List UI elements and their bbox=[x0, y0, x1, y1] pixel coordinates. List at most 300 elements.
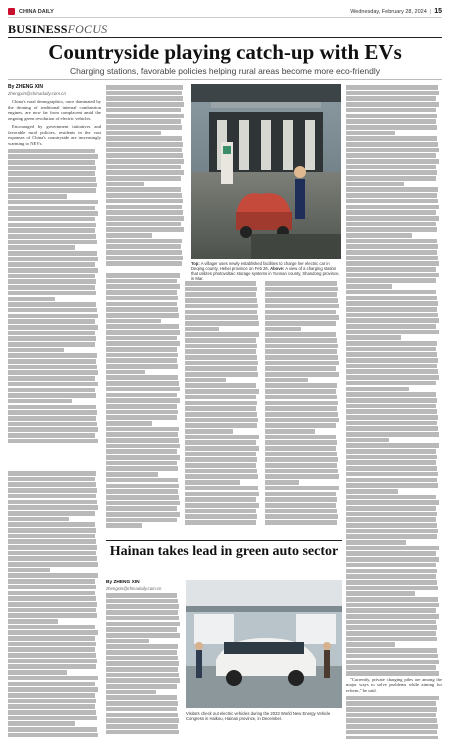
text-line bbox=[106, 182, 144, 187]
auto-show-photo bbox=[186, 580, 342, 708]
text-line bbox=[265, 418, 339, 423]
text-line bbox=[185, 378, 226, 383]
text-line bbox=[265, 321, 336, 326]
text-line bbox=[8, 625, 95, 630]
text-block bbox=[106, 273, 182, 528]
article-headline: Countryside playing catch-up with EVs bbox=[48, 40, 402, 64]
text-line bbox=[346, 534, 437, 539]
text-line bbox=[185, 429, 233, 434]
text-line bbox=[346, 432, 439, 437]
text-line bbox=[346, 159, 439, 164]
paragraph: Encouraged by government initiatives and favorable rural policies, residents in the vast expanses of China's countryside are increasingly warming to NEVs. bbox=[8, 123, 101, 146]
text-line bbox=[8, 534, 95, 539]
text-line bbox=[185, 344, 257, 349]
section-title bbox=[8, 22, 107, 37]
text-line bbox=[106, 489, 178, 494]
text-line bbox=[185, 412, 257, 417]
text-line bbox=[8, 659, 97, 664]
text-line bbox=[106, 159, 184, 164]
text-line bbox=[265, 457, 338, 462]
text-line bbox=[106, 114, 184, 119]
page-number: 15 bbox=[434, 8, 442, 15]
text-line bbox=[185, 452, 256, 457]
text-block bbox=[346, 85, 442, 675]
text-line bbox=[346, 620, 436, 625]
text-line bbox=[265, 327, 301, 332]
text-line bbox=[346, 96, 436, 101]
text-line bbox=[8, 710, 96, 715]
page-meta bbox=[350, 8, 442, 15]
auto-show-image bbox=[186, 580, 342, 708]
text-line bbox=[185, 492, 259, 497]
text-line bbox=[8, 188, 96, 193]
text-line bbox=[106, 427, 179, 432]
text-line bbox=[8, 693, 95, 698]
text-line bbox=[8, 642, 96, 647]
text-line bbox=[8, 251, 97, 256]
section-name: BUSINESS bbox=[8, 22, 68, 36]
text-line bbox=[346, 608, 436, 613]
text-line bbox=[185, 401, 257, 406]
text-line bbox=[185, 469, 257, 474]
text-line bbox=[106, 153, 183, 158]
text-line bbox=[346, 540, 406, 545]
text-line bbox=[346, 517, 436, 522]
text-line bbox=[346, 142, 438, 147]
text-line bbox=[346, 398, 437, 403]
text-line bbox=[8, 500, 97, 505]
text-line bbox=[185, 435, 259, 440]
text-line bbox=[8, 268, 98, 273]
text-line bbox=[265, 292, 337, 297]
text-line bbox=[346, 713, 436, 718]
text-line bbox=[8, 177, 96, 182]
text-line bbox=[8, 613, 97, 618]
paragraph: China's rural demographics, once dominated by the droning of traditional internal combustion engines, are now far from complacent amid the ongoing green revolution of electric vehicles. bbox=[8, 99, 101, 122]
text-line bbox=[346, 347, 436, 352]
text-line bbox=[265, 406, 337, 411]
text-line bbox=[346, 153, 436, 158]
text-line bbox=[106, 347, 177, 352]
text-line bbox=[8, 670, 67, 675]
text-line bbox=[265, 287, 338, 292]
text-line bbox=[265, 435, 336, 440]
text-line bbox=[106, 244, 181, 249]
text-line bbox=[106, 256, 183, 261]
text-line bbox=[265, 315, 339, 320]
text-line bbox=[8, 427, 98, 432]
text-line bbox=[8, 488, 97, 493]
text-line bbox=[8, 279, 96, 284]
text-line bbox=[346, 176, 436, 181]
text-line bbox=[8, 619, 58, 624]
text-line bbox=[185, 520, 256, 525]
text-line bbox=[106, 455, 180, 460]
text-line bbox=[185, 372, 258, 377]
china-daily-logo-icon bbox=[8, 8, 15, 15]
text-line bbox=[106, 478, 178, 483]
text-line bbox=[8, 539, 96, 544]
text-line bbox=[346, 227, 437, 232]
text-line bbox=[185, 395, 256, 400]
text-line bbox=[106, 296, 178, 301]
text-line bbox=[346, 707, 437, 712]
text-line bbox=[8, 183, 97, 188]
text-line bbox=[106, 667, 178, 672]
text-line bbox=[185, 327, 219, 332]
text-line bbox=[8, 522, 95, 527]
text-line bbox=[346, 205, 439, 210]
text-line bbox=[106, 239, 182, 244]
text-line bbox=[265, 492, 336, 497]
text-line bbox=[106, 622, 180, 627]
text-line bbox=[185, 315, 258, 320]
text-line bbox=[106, 484, 179, 489]
text-line bbox=[346, 443, 439, 448]
text-line bbox=[185, 366, 257, 371]
text-line bbox=[8, 608, 96, 613]
text-line bbox=[106, 415, 177, 420]
text-line bbox=[185, 503, 259, 508]
text-line bbox=[106, 170, 184, 175]
publication-date: Wednesday, February 28, 2024 bbox=[350, 8, 427, 15]
text-line bbox=[106, 233, 152, 238]
text-line bbox=[346, 472, 438, 477]
text-line bbox=[346, 392, 436, 397]
text-line bbox=[106, 506, 177, 511]
text-block bbox=[185, 281, 261, 524]
text-line bbox=[106, 330, 180, 335]
text-line bbox=[346, 426, 438, 431]
caption-text: A villager uses newly established facilities to charge her electric car in Deqing county, Hebei province on Feb 26. bbox=[191, 261, 330, 271]
text-line bbox=[346, 239, 437, 244]
section-rule bbox=[8, 37, 442, 38]
text-line bbox=[185, 497, 256, 502]
text-line bbox=[346, 523, 437, 528]
text-line bbox=[265, 378, 308, 383]
text-line bbox=[8, 336, 96, 341]
text-line bbox=[106, 644, 178, 649]
text-line bbox=[265, 349, 337, 354]
masthead bbox=[8, 8, 54, 15]
text-line bbox=[265, 463, 337, 468]
text-line bbox=[106, 205, 182, 210]
text-line bbox=[8, 727, 97, 732]
text-line bbox=[346, 381, 436, 386]
text-line bbox=[346, 267, 436, 272]
text-line bbox=[106, 313, 179, 318]
text-line bbox=[346, 131, 395, 136]
text-line bbox=[185, 304, 258, 309]
text-line bbox=[346, 409, 437, 414]
text-line bbox=[185, 423, 257, 428]
text-line bbox=[106, 461, 177, 466]
text-line bbox=[346, 603, 439, 608]
text-line bbox=[106, 673, 179, 678]
text-line bbox=[265, 401, 338, 406]
headline-rule bbox=[8, 79, 442, 80]
text-line bbox=[265, 514, 338, 519]
text-line bbox=[106, 599, 178, 604]
text-line bbox=[8, 348, 64, 353]
text-line bbox=[265, 344, 338, 349]
text-line bbox=[8, 568, 50, 573]
text-line bbox=[346, 489, 398, 494]
text-line bbox=[346, 284, 392, 289]
text-line bbox=[265, 338, 337, 343]
text-line bbox=[106, 523, 142, 528]
text-line bbox=[106, 724, 178, 729]
text-line bbox=[8, 433, 95, 438]
text-line bbox=[106, 432, 178, 437]
text-line bbox=[346, 648, 437, 653]
text-line bbox=[106, 216, 184, 221]
text-line bbox=[106, 701, 178, 706]
text-line bbox=[185, 321, 259, 326]
text-line bbox=[106, 176, 181, 181]
text-line bbox=[265, 310, 336, 315]
article-column-3 bbox=[106, 272, 182, 532]
text-line bbox=[265, 486, 339, 491]
text-line bbox=[346, 187, 438, 192]
text-line bbox=[346, 478, 437, 483]
text-line bbox=[346, 244, 438, 249]
text-line bbox=[106, 353, 178, 358]
text-line bbox=[265, 372, 339, 377]
text-line bbox=[346, 654, 438, 659]
text-block bbox=[265, 281, 341, 524]
text-line bbox=[346, 625, 437, 630]
text-line bbox=[106, 690, 156, 695]
text-line bbox=[346, 736, 438, 739]
article-column-4 bbox=[185, 280, 261, 530]
text-line bbox=[346, 551, 436, 556]
text-line bbox=[265, 361, 339, 366]
text-line bbox=[265, 395, 337, 400]
photo-caption bbox=[191, 261, 341, 281]
text-line bbox=[346, 222, 436, 227]
text-line bbox=[8, 482, 96, 487]
text-line bbox=[8, 647, 95, 652]
text-line bbox=[106, 284, 180, 289]
text-line bbox=[346, 546, 439, 551]
text-line bbox=[8, 545, 97, 550]
text-line bbox=[346, 114, 437, 119]
text-line bbox=[8, 291, 96, 296]
text-line bbox=[185, 457, 257, 462]
text-line bbox=[106, 279, 177, 284]
text-line bbox=[265, 412, 338, 417]
text-line bbox=[185, 355, 257, 360]
text-line bbox=[346, 506, 436, 511]
text-line bbox=[346, 91, 439, 96]
text-line bbox=[106, 302, 177, 307]
text-line bbox=[8, 704, 95, 709]
text-line bbox=[346, 352, 437, 357]
photo-caption: Visitors check out electric vehicles during the 2023 World New Energy Vehicle Congress in Haikou, Hainan province, in December. bbox=[186, 711, 331, 721]
text-line bbox=[346, 696, 439, 701]
text-line bbox=[185, 389, 259, 394]
text-line bbox=[185, 349, 256, 354]
text-line bbox=[106, 610, 178, 615]
text-line bbox=[8, 511, 95, 516]
text-line bbox=[265, 304, 339, 309]
text-line bbox=[8, 331, 95, 336]
text-line bbox=[265, 474, 339, 479]
text-line bbox=[346, 273, 439, 278]
text-line bbox=[106, 193, 182, 198]
paragraph: "Currently, private charging piles are among the major ways to solve problems while aiming for reform," he said. bbox=[346, 676, 442, 693]
text-line bbox=[265, 332, 336, 337]
text-line bbox=[8, 171, 95, 176]
text-line bbox=[106, 324, 179, 329]
text-line bbox=[8, 410, 97, 415]
text-line bbox=[185, 383, 256, 388]
text-line bbox=[346, 182, 404, 187]
text-line bbox=[346, 591, 415, 596]
text-line bbox=[346, 500, 439, 505]
paper-name: CHINA DAILY bbox=[19, 8, 54, 15]
text-line bbox=[106, 142, 183, 147]
article-2-column bbox=[106, 592, 182, 740]
text-line bbox=[106, 472, 158, 477]
text-line bbox=[106, 165, 181, 170]
text-line bbox=[346, 119, 436, 124]
text-line bbox=[346, 125, 437, 130]
text-line bbox=[346, 730, 437, 735]
text-line bbox=[106, 695, 177, 700]
text-line bbox=[346, 148, 439, 153]
text-line bbox=[8, 439, 98, 444]
text-line bbox=[265, 509, 337, 514]
text-line bbox=[346, 364, 437, 369]
text-line bbox=[8, 416, 96, 421]
page-header bbox=[8, 6, 442, 18]
text-line bbox=[106, 341, 180, 346]
text-line bbox=[106, 398, 180, 403]
text-line bbox=[346, 718, 437, 723]
text-line bbox=[346, 199, 438, 204]
text-line bbox=[8, 359, 96, 364]
text-line bbox=[346, 701, 436, 706]
text-line bbox=[106, 410, 178, 415]
text-line bbox=[106, 336, 177, 341]
text-line bbox=[8, 382, 98, 387]
text-line bbox=[8, 733, 98, 738]
text-line bbox=[106, 633, 180, 638]
text-line bbox=[106, 91, 182, 96]
text-line bbox=[106, 102, 184, 107]
separator: | bbox=[429, 8, 432, 15]
article-divider bbox=[106, 540, 342, 541]
text-line bbox=[346, 455, 437, 460]
text-line bbox=[346, 671, 439, 676]
text-line bbox=[106, 370, 145, 375]
text-line bbox=[8, 422, 97, 427]
text-line bbox=[185, 406, 256, 411]
text-line bbox=[265, 503, 336, 508]
text-line bbox=[106, 227, 184, 232]
text-line bbox=[346, 193, 437, 198]
text-line bbox=[346, 165, 436, 170]
text-line bbox=[346, 335, 401, 340]
text-line bbox=[106, 187, 181, 192]
text-line bbox=[185, 474, 258, 479]
text-line bbox=[346, 216, 439, 221]
text-block bbox=[8, 149, 101, 444]
text-line bbox=[8, 325, 98, 330]
text-line bbox=[106, 593, 177, 598]
text-line bbox=[346, 449, 436, 454]
text-line bbox=[346, 85, 438, 90]
text-line bbox=[346, 170, 437, 175]
text-line bbox=[106, 136, 182, 141]
text-line bbox=[265, 298, 338, 303]
text-line bbox=[346, 233, 412, 238]
text-line bbox=[346, 210, 436, 215]
text-line bbox=[8, 234, 96, 239]
text-line bbox=[106, 678, 180, 683]
text-block bbox=[106, 85, 186, 266]
text-line bbox=[8, 556, 97, 561]
text-line bbox=[346, 261, 439, 266]
text-line bbox=[8, 342, 95, 347]
text-line bbox=[106, 358, 177, 363]
caption-label: Top: bbox=[191, 261, 200, 266]
text-line bbox=[265, 366, 336, 371]
text-line bbox=[106, 713, 178, 718]
text-line bbox=[106, 108, 181, 113]
text-block bbox=[346, 696, 442, 739]
author-email: zhengxin@chinadaily.com.cn bbox=[106, 586, 162, 591]
text-line bbox=[346, 136, 437, 141]
text-line bbox=[8, 405, 96, 410]
text-line bbox=[346, 660, 439, 665]
text-line bbox=[346, 108, 436, 113]
text-line bbox=[8, 653, 96, 658]
text-line bbox=[346, 307, 437, 312]
text-line bbox=[106, 718, 179, 723]
text-line bbox=[8, 591, 95, 596]
text-line bbox=[8, 285, 95, 290]
text-line bbox=[8, 365, 97, 370]
text-line bbox=[346, 250, 437, 255]
text-line bbox=[8, 528, 96, 533]
text-line bbox=[8, 477, 95, 482]
text-line bbox=[106, 501, 180, 506]
charging-station-photo bbox=[191, 84, 341, 259]
article-column-1 bbox=[8, 84, 101, 454]
text-line bbox=[346, 404, 436, 409]
text-line bbox=[106, 364, 178, 369]
text-line bbox=[8, 370, 98, 375]
text-line bbox=[8, 505, 98, 510]
text-line bbox=[8, 194, 67, 199]
text-line bbox=[346, 529, 438, 534]
text-line bbox=[346, 438, 389, 443]
text-line bbox=[106, 96, 183, 101]
text-line bbox=[346, 301, 438, 306]
text-line bbox=[106, 85, 183, 90]
text-line bbox=[185, 310, 257, 315]
text-line bbox=[346, 724, 438, 729]
text-line bbox=[8, 160, 95, 165]
text-line bbox=[106, 495, 179, 500]
text-line bbox=[106, 661, 179, 666]
text-line bbox=[185, 298, 257, 303]
text-line bbox=[8, 206, 95, 211]
text-line bbox=[265, 440, 337, 445]
